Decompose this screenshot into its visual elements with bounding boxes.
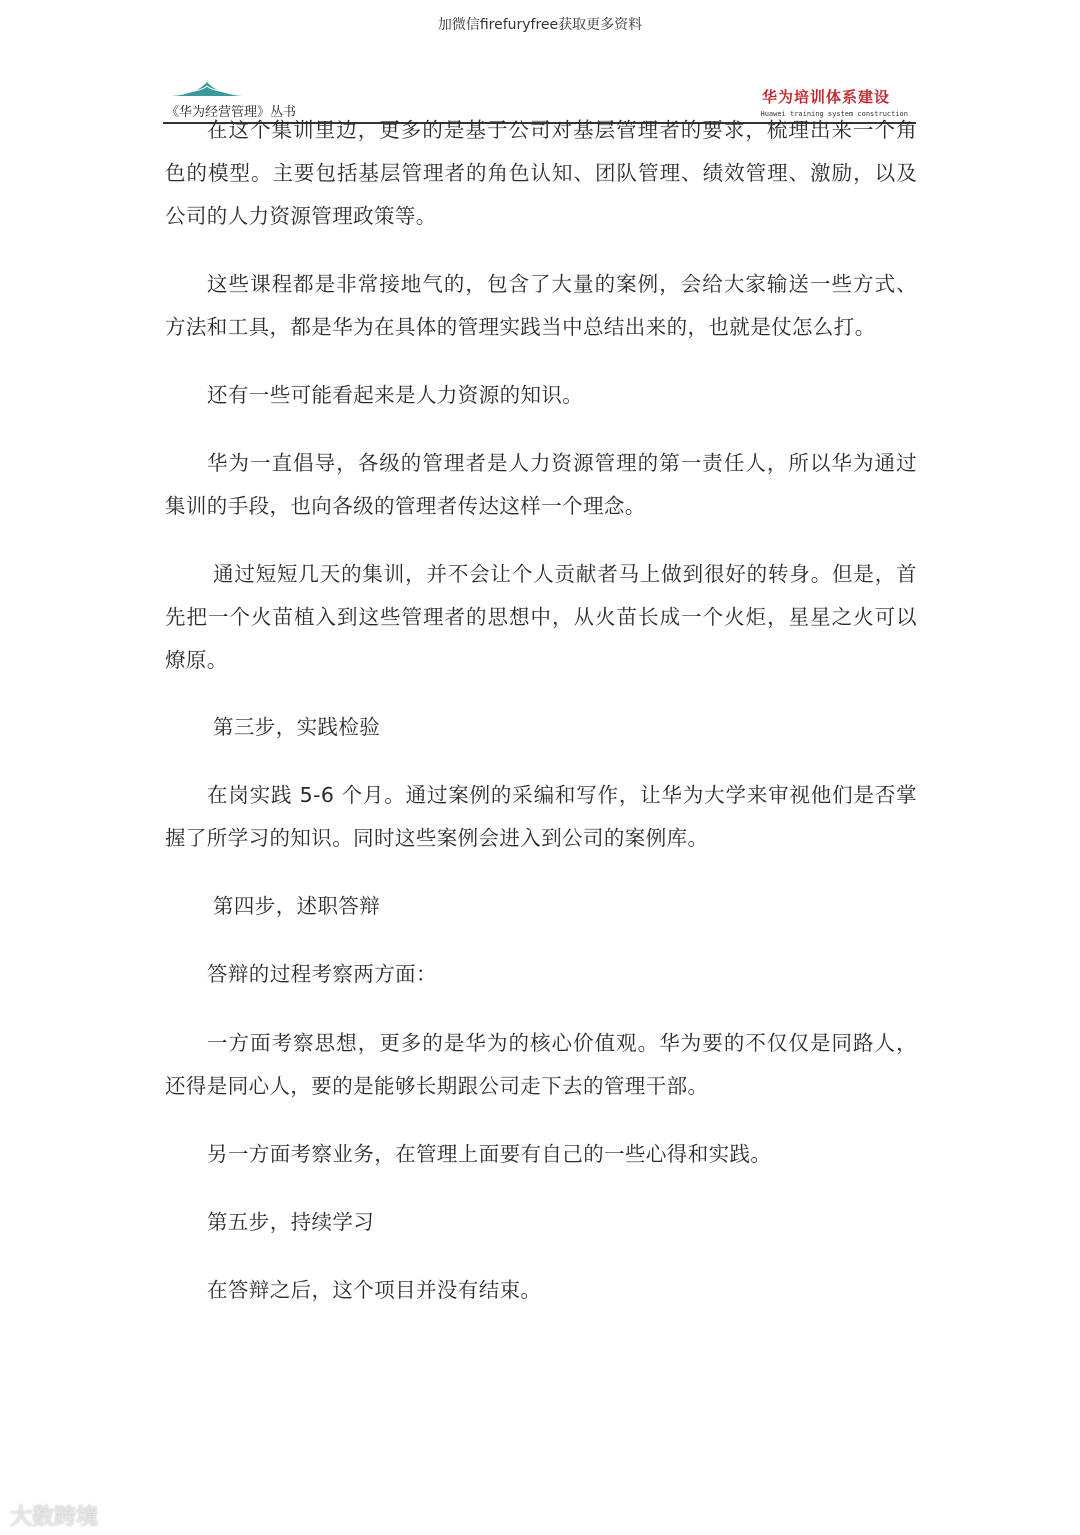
paragraph: 还有一些可能看起来是人力资源的知识。: [207, 383, 584, 407]
top-note: 加微信firefuryfree获取更多资料: [437, 17, 643, 33]
brand-subtitle: Huawei training system construction: [760, 110, 908, 118]
paragraph: 另一方面考察业务，在管理上面要有自己的一些心得和实践。: [207, 1142, 772, 1166]
section-heading: 第五步，持续学习: [207, 1210, 375, 1234]
section-heading: 第四步，述职答辩: [213, 894, 381, 918]
brand-title: 华为培训体系建设: [761, 88, 890, 106]
logo-mountain-icon: [172, 80, 242, 98]
paragraph: 在答辩之后，这个项目并没有结束。: [207, 1278, 542, 1302]
paragraph: 这些课程都是非常接地气的，包含了大量的案例，会给大家输送一些方式、方法和工具，都是华为在具体的管理实践当中总结出来的，也就是仗怎么打。: [165, 272, 917, 339]
paragraph: 通过短短几天的集训，并不会让个人贡献者马上做到很好的转身。但是，首先把一个火苗植入到这些管理者的思想中，从火苗长成一个火炬，星星之火可以燎原。: [165, 562, 917, 672]
paragraph: 在这个集训里边，更多的是基于公司对基层管理者的要求，梳理出来一个角色的模型。主要包括基层管理者的角色认知、团队管理、绩效管理、激励，以及公司的人力资源管理政策等。: [165, 118, 917, 228]
paragraph: 华为一直倡导，各级的管理者是人力资源管理的第一责任人，所以华为通过集训的手段，也向各级的管理者传达这样一个理念。: [165, 451, 917, 518]
section-heading: 第三步，实践检验: [213, 715, 381, 739]
series-title: 《华为经营管理》丛书: [166, 105, 297, 120]
paragraph: 答辩的过程考察两方面：: [207, 962, 437, 986]
paragraph: 在岗实践 5-6 个月。通过案例的采编和写作，让华为大学来审视他们是否掌握了所学习的知识。同时这些案例会进入到公司的案例库。: [165, 783, 917, 850]
paragraph: 一方面考察思想，更多的是华为的核心价值观。华为要的不仅仅是同路人，还得是同心人，要的是能够长期跟公司走下去的管理干部。: [165, 1031, 917, 1098]
watermark: 大数跨境: [10, 1505, 99, 1530]
